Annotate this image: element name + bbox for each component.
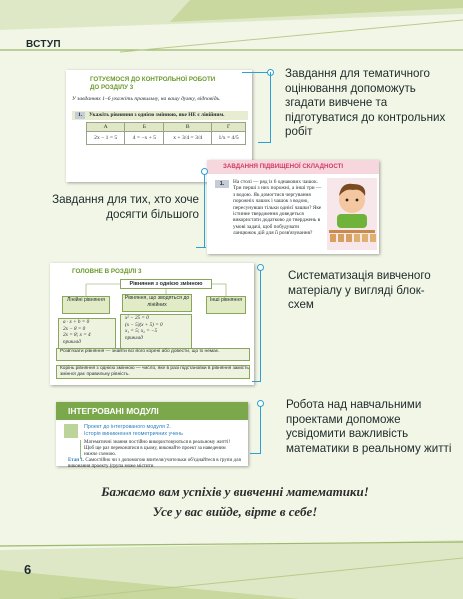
- callout-connector: [258, 142, 271, 143]
- other-equations-box: Інші рівняння: [206, 296, 246, 314]
- callout-connector: [270, 72, 271, 142]
- callout-connector: [252, 381, 261, 382]
- test-prep-instruction: У завданнях 1–6 укажіть правильну, на вашу думку, відповідь.: [72, 96, 221, 102]
- integrated-modules-title: ІНТЕГРОВАНІ МОДУЛІ: [68, 406, 159, 416]
- advanced-tasks-title: ЗАВДАННЯ ПІДВИЩЕНОЇ СКЛАДНОСТІ: [223, 163, 344, 170]
- project-step: [68, 458, 244, 470]
- top-decoration: [0, 0, 463, 52]
- callout-connector: [250, 453, 261, 454]
- callout-summary: Систематизація вивченого матеріалу у вигляді блок-схем: [288, 269, 431, 311]
- wish-line-2: Усе у вас вийде, вірте в себе!: [152, 504, 318, 519]
- step-label: Етап 1.: [68, 458, 85, 463]
- chapter-summary-thumbnail: [50, 263, 254, 385]
- option-answer: 2x − 1 = 5: [87, 132, 125, 145]
- option-label: Г: [212, 123, 246, 132]
- integrated-modules-thumbnail: [56, 402, 248, 469]
- task-number: 1.: [215, 180, 229, 188]
- solve-definition: Розв'язати рівняння — знайти всі його корені або довести, що їх немає.: [56, 348, 250, 361]
- advanced-task-text: На столі — ряд із 6 однакових чашок. Три перші з них порожні, а інші три — з водою. Як домогтися чергування порожніх чашок і чашок з водою, пересунувши тільки однієї чашки? Яке істинне твердження доведеться використати додатково до тверджень в умові задачі, щоб побудувати ланцюжок дій для її розв'язування?: [233, 179, 322, 237]
- wish-line-1: Бажаємо вам успіхів у вивченні математики!: [101, 484, 369, 499]
- connector-dot: [257, 264, 264, 271]
- option-answer: x + 3/4 = 3/4: [164, 132, 212, 145]
- step-text: Самостійно чи з допомогою вчителя/учительки об'єднайтеся в групи для виконання проекту (група може містити: [68, 458, 241, 469]
- section-label: ВСТУП: [26, 39, 61, 50]
- option-label: А: [87, 123, 125, 132]
- bottom-decoration: [0, 540, 463, 599]
- test-prep-title: ГОТУЄМОСЯ ДО КОНТРОЛЬНОЇ РОБОТИ: [90, 76, 216, 83]
- option-label: В: [164, 123, 212, 132]
- project-icon: [64, 424, 78, 438]
- callout-projects: Робота над навчальними проектами допоможе усвідомити важливість математики в реальному житті: [286, 398, 452, 455]
- callout-connector: [196, 247, 206, 248]
- option-answer: 4 = −x + 5: [125, 132, 164, 145]
- project-title: Проект до інтегрованого модуля 2.: [84, 424, 171, 430]
- callout-connector: [204, 175, 205, 247]
- reducible-example: x² − 25 = 0 (x − 5)(x + 5) = 0 x₁ = 5; x₂ = −5 приклад: [120, 314, 192, 352]
- task-text: Укажіть рівняння з однією змінною, яке НЕ є лінійним.: [89, 112, 225, 118]
- advanced-tasks-thumbnail: [207, 160, 379, 254]
- answer-options-table: [86, 122, 246, 145]
- option-answer: 1/x = 4/5: [212, 132, 246, 145]
- root-definition: Корінь рівняння з однією змінною — число, яке в разі підстановки в рівняння замість змінної дає правильну рівність.: [56, 365, 250, 379]
- equation-main-box: Рівняння з однією змінною: [120, 279, 212, 289]
- page-number: 6: [24, 562, 32, 577]
- linear-equations-box: Лінійні рівняння: [62, 296, 110, 314]
- connector-dot: [257, 400, 264, 407]
- callout-advanced: Завдання для тих, хто хоче досягти більшого: [52, 193, 199, 221]
- callout-test-prep: Завдання для тематичного оцінювання допоможуть згадати вивчене та підготуватися до контрольних робіт: [285, 67, 446, 138]
- test-prep-subtitle: ДО РОЗДІЛУ 3: [90, 84, 134, 91]
- project-subtitle: Історія виникнення геометричних учень: [84, 430, 183, 437]
- callout-connector: [260, 271, 261, 381]
- chapter-summary-title: ГОЛОВНЕ В РОЗДІЛІ 3: [72, 268, 142, 275]
- task-number: 1.: [75, 112, 85, 119]
- callout-connector: [242, 72, 270, 73]
- option-label: Б: [125, 123, 164, 132]
- callout-connector: [260, 407, 261, 453]
- test-prep-task: [72, 111, 248, 120]
- linear-example: a · x + b = 0 2x − 8 = 0 2x = 8; x = 4 приклад: [58, 318, 116, 358]
- reducible-equations-box: Рівняння, що зводяться до лінійних: [122, 294, 192, 312]
- boy-with-cups-illustration: [327, 178, 377, 250]
- connector-dot: [201, 168, 208, 175]
- project-intro-text: Математичні знання постійно використовуються в реальному житті! Щоб ще раз переконатися в цьому, виконайте проект за наведеним нижче схемою.: [80, 440, 236, 459]
